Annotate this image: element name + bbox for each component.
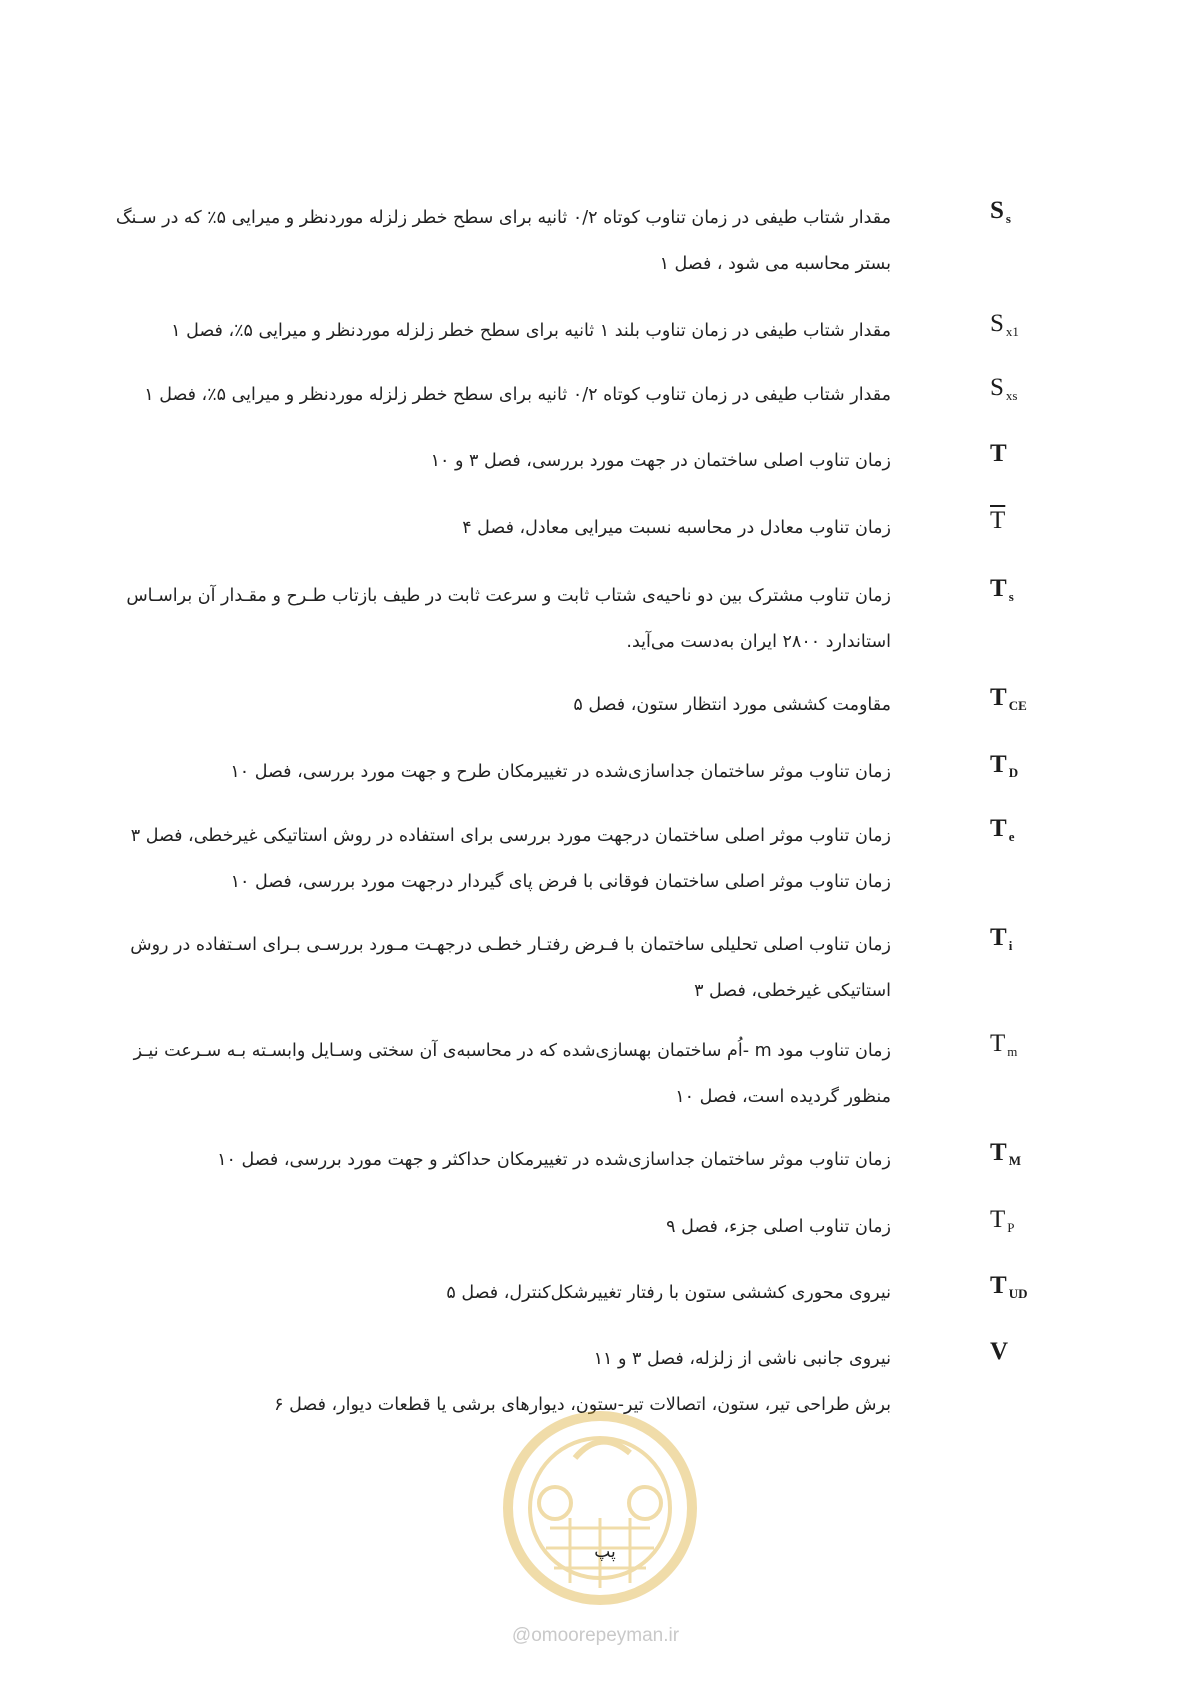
symbol-letter: T xyxy=(990,1139,1007,1166)
entry-description xyxy=(111,1137,891,1183)
entry-symbol xyxy=(990,374,1070,404)
symbol-subscript: m xyxy=(1007,1044,1018,1059)
symbol-subscript: e xyxy=(1008,829,1015,844)
entry-description xyxy=(111,682,891,728)
symbol-letter: T xyxy=(990,924,1007,951)
symbol-subscript: D xyxy=(1008,765,1019,780)
description-line: زمان تناوب مود m -اُم ساختمان بهسازی‌شده که در محاسبه‌ی آن سختی وسـایل وابسـته بـه سـرعت نیـز xyxy=(133,1041,891,1061)
page-number: پپ xyxy=(594,1542,616,1562)
symbol-letter: S xyxy=(990,310,1004,337)
symbol-subscript: s xyxy=(1005,211,1011,226)
entry-symbol xyxy=(990,924,1070,954)
entry-symbol xyxy=(990,815,1070,845)
entry-symbol xyxy=(990,1338,1070,1366)
entry-description xyxy=(111,505,891,551)
entry-description xyxy=(111,372,891,418)
symbol-subscript: xs xyxy=(1005,388,1018,403)
description-line: زمان تناوب موثر اصلی ساختمان فوقانی با فرض پای گیردار درجهت مورد بررسی، فصل ۱۰ xyxy=(230,872,891,892)
entry-description xyxy=(111,1204,891,1250)
entry-symbol xyxy=(990,684,1070,714)
entry-symbol xyxy=(990,1139,1070,1169)
entry-symbol xyxy=(990,310,1070,340)
symbol-subscript: CE xyxy=(1008,698,1027,713)
description-line: نیروی محوری کششی ستون با رفتار تغییرشکل‌کنترل، فصل ۵ xyxy=(446,1283,891,1303)
entry-symbol xyxy=(990,440,1070,468)
symbol-letter: S xyxy=(990,197,1004,224)
symbol-letter: T xyxy=(990,1272,1007,1299)
entry-symbol xyxy=(990,1030,1070,1060)
entry-symbol xyxy=(990,1272,1070,1302)
description-line: منظور گردیده است، فصل ۱۰ xyxy=(675,1087,891,1107)
symbol-letter: T xyxy=(990,815,1007,842)
symbol-subscript: M xyxy=(1008,1153,1021,1168)
description-line: مقدار شتاب طیفی در زمان تناوب کوتاه ۰/۲ ثانیه برای سطح خطر زلزله موردنظر و میرایی ۵٪ که در سـنگ xyxy=(115,208,891,228)
description-line: زمان تناوب موثر ساختمان جداسازی‌شده در تغییرمکان طرح و جهت مورد بررسی، فصل ۱۰ xyxy=(230,762,891,782)
description-line: زمان تناوب موثر ساختمان جداسازی‌شده در تغییرمکان حداکثر و جهت مورد بررسی، فصل ۱۰ xyxy=(217,1150,891,1170)
symbol-subscript: P xyxy=(1007,1220,1015,1235)
publisher-seal-watermark xyxy=(480,1408,720,1608)
symbol-letter: T xyxy=(990,575,1007,602)
entry-description xyxy=(133,1028,891,1120)
description-line: نیروی جانبی ناشی از زلزله، فصل ۳ و ۱۱ xyxy=(593,1349,891,1369)
description-line: استاندارد ۲۸۰۰ ایران به‌دست می‌آید. xyxy=(626,632,891,652)
symbol-letter: T xyxy=(990,1030,1006,1057)
description-line: زمان تناوب اصلی تحلیلی ساختمان با فـرض رفتـار خطـی درجهـت مـورد بررسـی بـرای اسـتفاده در روش xyxy=(130,935,891,955)
entry-description xyxy=(126,573,891,665)
description-line: بستر محاسبه می شود ، فصل ۱ xyxy=(659,254,891,274)
symbol-letter: S xyxy=(990,374,1004,401)
footer-url: @omoorepeyman.ir xyxy=(511,1625,680,1646)
description-line: زمان تناوب مشترک بین دو ناحیه‌ی شتاب ثابت و سرعت ثابت در طیف بازتاب طـرح و مقـدار آن براسـاس xyxy=(126,586,891,606)
description-line: زمان تناوب معادل در محاسبه نسبت میرایی معادل، فصل ۴ xyxy=(462,518,891,538)
entry-symbol xyxy=(990,1206,1070,1236)
entry-symbol xyxy=(990,575,1070,605)
description-line: مقدار شتاب طیفی در زمان تناوب بلند ۱ ثانیه برای سطح خطر زلزله موردنظر و میرایی ۵٪، فصل ۱ xyxy=(171,321,891,341)
symbol-letter: T xyxy=(990,1206,1006,1233)
description-line: زمان تناوب اصلی جزء، فصل ۹ xyxy=(666,1217,891,1237)
entry-description xyxy=(115,195,891,287)
entry-symbol xyxy=(990,197,1070,227)
description-line: برش طراحی تیر، ستون، اتصالات تیر-ستون، دیوارهای برشی یا قطعات دیوار، فصل ۶ xyxy=(274,1395,891,1415)
symbol-subscript: i xyxy=(1008,938,1013,953)
symbol-letter: T xyxy=(990,440,1007,467)
entry-description xyxy=(111,1270,891,1316)
entry-description xyxy=(130,922,891,1014)
entry-description xyxy=(111,813,891,905)
symbol-subscript: x1 xyxy=(1005,324,1019,339)
symbol-letter: T xyxy=(990,684,1007,711)
description-line: زمان تناوب اصلی ساختمان در جهت مورد بررسی، فصل ۳ و ۱۰ xyxy=(430,451,891,471)
symbol-letter: V xyxy=(990,1338,1009,1365)
symbol-letter: T xyxy=(990,751,1007,778)
entry-description xyxy=(111,749,891,795)
entry-description xyxy=(111,438,891,484)
symbol-letter: $\overline{T}$ xyxy=(990,507,1006,534)
symbol-subscript: s xyxy=(1008,589,1014,604)
entry-description xyxy=(111,308,891,354)
description-line: مقدار شتاب طیفی در زمان تناوب کوتاه ۰/۲ ثانیه برای سطح خطر زلزله موردنظر و میرایی ۵٪، فصل ۱ xyxy=(144,385,891,405)
description-line: زمان تناوب موثر اصلی ساختمان درجهت مورد بررسی برای استفاده در روش استاتیکی غیرخطی، فصل ۳ xyxy=(130,826,891,846)
entry-symbol xyxy=(990,751,1070,781)
description-line: استاتیکی غیرخطی، فصل ۳ xyxy=(694,981,891,1001)
symbol-subscript: UD xyxy=(1008,1286,1028,1301)
entry-symbol xyxy=(990,507,1070,535)
description-line: مقاومت کششی مورد انتظار ستون، فصل ۵ xyxy=(573,695,891,715)
